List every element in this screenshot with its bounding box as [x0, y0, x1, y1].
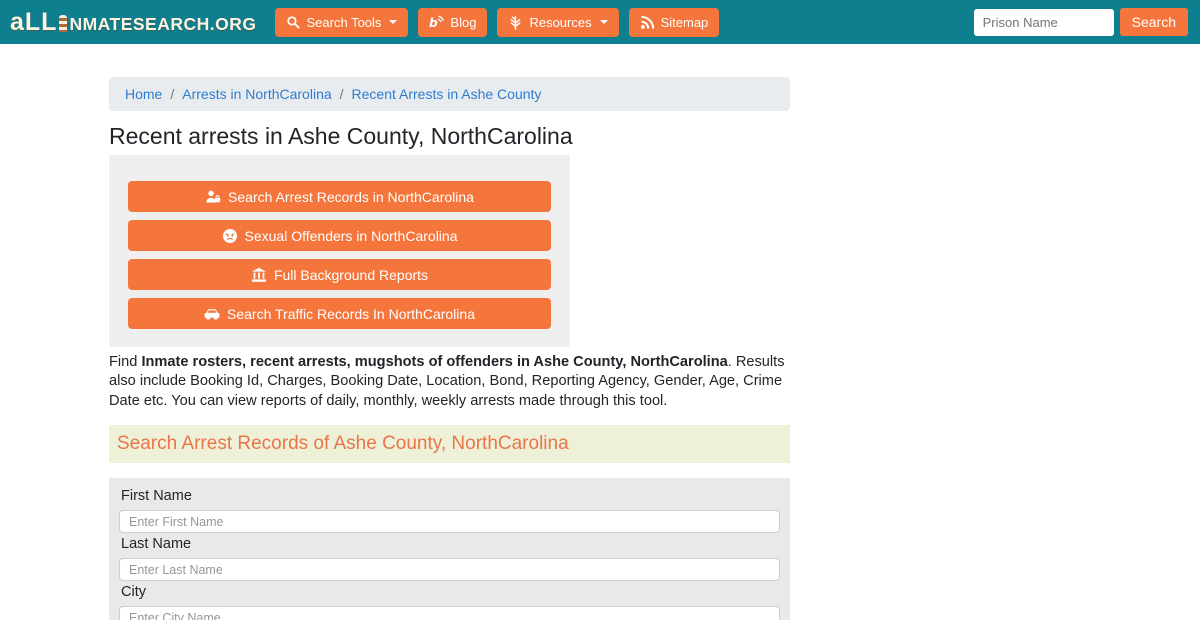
breadcrumb-home-link[interactable]: Home	[125, 86, 163, 102]
city-label: City	[121, 584, 146, 601]
sitemap-button[interactable]	[629, 8, 720, 37]
city-field[interactable]	[119, 606, 780, 620]
action-button-label: Sexual Offenders in NorthCarolina	[244, 227, 458, 244]
logo-text-prefix: aLL	[10, 7, 58, 36]
prison-name-input[interactable]	[974, 9, 1114, 36]
intro-suffix: . Results also include Booking Id, Charges, Booking Date, Location, Bond, Reporting Agency, Gender, Age, Crime Date etc. You can view reports of daily, monthly, weekly arrests made through this tool.	[109, 354, 785, 409]
action-button-label: Full Background Reports	[273, 266, 429, 283]
breadcrumb	[109, 77, 790, 111]
car-icon	[204, 306, 220, 322]
user-lock-icon	[205, 189, 221, 205]
prisoner-stripe-icon	[59, 15, 67, 32]
search-tools-menu[interactable]	[275, 8, 409, 37]
resources-menu[interactable]	[497, 8, 618, 37]
blog-label: Blog	[450, 14, 477, 30]
search-arrest-records-button[interactable]	[128, 181, 551, 212]
search-icon	[286, 15, 301, 30]
pagelines-leaf-icon	[508, 15, 523, 30]
search-traffic-records-button[interactable]	[128, 298, 551, 329]
main-content	[109, 77, 790, 620]
intro-paragraph	[109, 353, 790, 411]
logo-text-suffix: NMATESEARCH.ORG	[69, 13, 257, 34]
chevron-down-icon	[600, 20, 608, 24]
sexual-offenders-button[interactable]	[128, 220, 551, 251]
blog-b-icon	[429, 15, 444, 30]
action-button-label: Search Traffic Records In NorthCarolina	[227, 305, 475, 322]
first-name-label: First Name	[121, 488, 192, 505]
city-group	[119, 584, 780, 620]
arrest-search-form	[109, 478, 790, 620]
blog-button[interactable]	[418, 8, 487, 37]
first-name-group	[119, 488, 780, 533]
breadcrumb-state-link[interactable]: Arrests in NorthCarolina	[182, 86, 332, 102]
navbar-search-form	[974, 8, 1188, 36]
top-navbar	[0, 0, 1200, 44]
first-name-field[interactable]	[119, 510, 780, 533]
page-title: Recent arrests in Ashe County, NorthCarolina	[109, 123, 573, 149]
angry-face-icon	[222, 228, 238, 244]
rss-icon	[640, 15, 655, 30]
last-name-label: Last Name	[121, 536, 192, 553]
breadcrumb-separator: /	[339, 86, 344, 102]
quick-links-panel	[109, 155, 570, 347]
site-logo[interactable]	[10, 7, 257, 36]
chevron-down-icon	[389, 20, 397, 24]
background-reports-button[interactable]	[128, 259, 551, 290]
search-records-heading: Search Arrest Records of Ashe County, NorthCarolina	[109, 425, 790, 463]
intro-prefix: Find	[109, 354, 142, 370]
last-name-group	[119, 536, 780, 581]
search-tools-label: Search Tools	[306, 14, 382, 30]
bank-icon	[251, 267, 267, 283]
navbar-search-button[interactable]: Search	[1120, 8, 1188, 36]
svg-text:b: b	[429, 15, 439, 30]
breadcrumb-county-link[interactable]: Recent Arrests in Ashe County	[351, 86, 542, 102]
breadcrumb-separator: /	[170, 86, 175, 102]
intro-bold-text: Inmate rosters, recent arrests, mugshots of offenders in Ashe County, NorthCarolina	[141, 354, 728, 370]
last-name-field[interactable]	[119, 558, 780, 581]
action-button-label: Search Arrest Records in NorthCarolina	[228, 188, 474, 205]
sitemap-label: Sitemap	[660, 14, 709, 30]
resources-label: Resources	[529, 14, 592, 30]
